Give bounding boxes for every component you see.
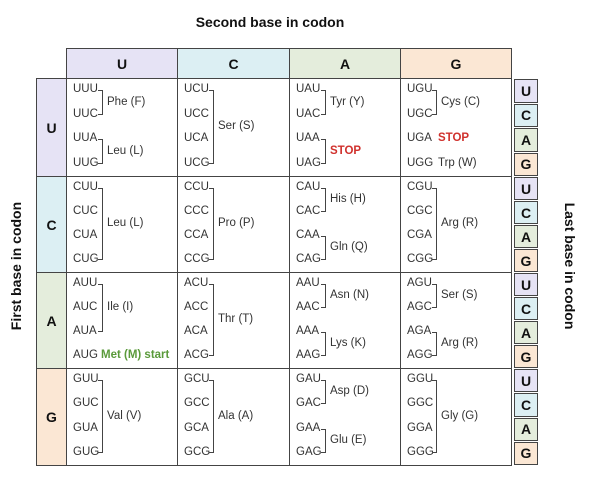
codon-label: UCU <box>184 83 209 96</box>
codon-group-bracket <box>209 380 214 453</box>
codon-label: CCU <box>184 181 209 193</box>
codon-group-bracket <box>432 90 437 115</box>
codon-group-bracket <box>321 332 326 356</box>
codon-label: CUU <box>73 181 98 193</box>
codon-group-bracket <box>209 284 214 356</box>
last-base-header-a: A <box>514 225 538 248</box>
amino-acid-label: Tyr (Y) <box>330 95 365 108</box>
last-base-header-g: G <box>514 249 538 272</box>
codon-label: UGG <box>407 156 434 169</box>
codon-label: GGC <box>407 397 434 410</box>
last-base-header-c: C <box>514 201 538 224</box>
codon-group-bracket <box>432 332 437 356</box>
amino-acid-label: Trp (W) <box>438 156 477 169</box>
last-base-header-c: C <box>514 104 538 128</box>
codon-label: UGC <box>407 107 433 120</box>
codon-label: GCU <box>184 373 210 386</box>
chart-title: Second base in codon <box>195 14 345 30</box>
codon-group-bracket <box>321 188 326 212</box>
last-base-axis-label: Last base in codon <box>562 202 578 330</box>
second-base-header-u: U <box>66 48 178 79</box>
codon-group-bracket <box>432 188 437 260</box>
codon-label: GUU <box>73 373 99 386</box>
codon-label: AGU <box>407 277 432 289</box>
last-base-header-a: A <box>514 128 538 152</box>
codon-label: AAG <box>296 349 321 361</box>
last-base-header-g: G <box>514 442 538 465</box>
codon-label: AUU <box>73 277 98 289</box>
second-base-header-a: A <box>289 48 401 79</box>
codon-label: UAU <box>296 83 321 96</box>
last-base-header-c: C <box>514 297 538 320</box>
codon-label: UGU <box>407 83 433 96</box>
last-base-header-u: U <box>514 369 538 392</box>
codon-label: CCC <box>184 205 209 217</box>
codon-group-bracket <box>321 236 326 260</box>
last-base-header-a: A <box>514 418 538 441</box>
codon-label: GCG <box>184 445 211 458</box>
codon-label: CCA <box>184 229 209 241</box>
amino-acid-label: Gln (Q) <box>330 241 368 253</box>
codon-group-bracket <box>321 139 326 164</box>
last-base-header-g: G <box>514 345 538 368</box>
codon-label: UUG <box>73 156 99 169</box>
last-base-header-a: A <box>514 321 538 344</box>
codon-label: AUA <box>73 325 97 337</box>
codon-label: GGU <box>407 373 434 386</box>
codon-group-bracket <box>98 188 103 260</box>
last-base-header-u: U <box>514 177 538 200</box>
codon-label: CUG <box>73 253 99 265</box>
last-base-header-u: U <box>514 273 538 296</box>
codon-label: CGU <box>407 181 433 193</box>
amino-acid-label: Cys (C) <box>441 95 480 108</box>
amino-acid-label: Gly (G) <box>441 409 479 422</box>
first-base-header-a: A <box>36 272 67 369</box>
codon-group-bracket <box>209 188 214 260</box>
first-base-header-c: C <box>36 176 67 273</box>
amino-acid-label: Ser (S) <box>218 120 255 132</box>
start-codon-label: Met (M) start <box>101 349 170 361</box>
codon-label: UUA <box>73 132 98 145</box>
codon-group-bracket <box>98 139 103 164</box>
codon-group-bracket <box>98 90 103 115</box>
codon-label: UAA <box>296 132 320 145</box>
amino-acid-label: Lys (K) <box>330 337 366 349</box>
codon-label: AGG <box>407 349 433 361</box>
codon-label: GAU <box>296 373 321 386</box>
amino-acid-label: Arg (R) <box>441 217 479 229</box>
codon-label: GAC <box>296 397 321 410</box>
stop-codon-label: STOP <box>438 132 470 145</box>
amino-acid-label: Phe (F) <box>107 95 146 108</box>
codon-label: AGC <box>407 301 432 313</box>
codon-label: UUC <box>73 107 98 120</box>
codon-label: CAA <box>296 229 320 241</box>
codon-label: GUC <box>73 397 99 410</box>
codon-label: AUC <box>73 301 98 313</box>
codon-label: UCA <box>184 132 209 145</box>
first-base-header-g: G <box>36 368 67 466</box>
codon-label: GCA <box>184 421 209 434</box>
codon-label: CCG <box>184 253 210 265</box>
codon-label: ACU <box>184 277 209 289</box>
codon-label: AGA <box>407 325 432 337</box>
codon-label: AAU <box>296 277 320 289</box>
amino-acid-label: Leu (L) <box>107 144 144 157</box>
amino-acid-label: Ser (S) <box>441 289 478 301</box>
codon-label: UCC <box>184 107 209 120</box>
codon-label: UGA <box>407 132 432 145</box>
codon-label: ACG <box>184 349 209 361</box>
codon-group-bracket <box>432 380 437 453</box>
codon-label: GUG <box>73 445 100 458</box>
second-base-header-g: G <box>400 48 512 79</box>
second-base-header-c: C <box>177 48 290 79</box>
codon-label: GAG <box>296 445 322 458</box>
amino-acid-label: Glu (E) <box>330 433 367 446</box>
amino-acid-label: Asp (D) <box>330 385 369 398</box>
codon-group-bracket <box>432 284 437 308</box>
codon-label: ACA <box>184 325 208 337</box>
first-base-axis-label: First base in codon <box>8 201 24 331</box>
codon-group-bracket <box>321 429 326 453</box>
codon-label: UCG <box>184 156 210 169</box>
amino-acid-label: Arg (R) <box>441 337 479 349</box>
codon-label: GUA <box>73 421 98 434</box>
codon-group-bracket <box>321 380 326 404</box>
last-base-header-u: U <box>514 79 538 103</box>
codon-label: UUU <box>73 83 98 96</box>
amino-acid-label: Ile (I) <box>107 301 134 313</box>
codon-label: CAC <box>296 205 321 217</box>
codon-label: CGC <box>407 205 433 217</box>
amino-acid-label: Asn (N) <box>330 289 369 301</box>
last-base-header-c: C <box>514 393 538 416</box>
codon-label: UAG <box>296 156 321 169</box>
codon-label: AUG <box>73 349 98 361</box>
amino-acid-label: Leu (L) <box>107 217 144 229</box>
codon-label: GCC <box>184 397 210 410</box>
codon-label: CUC <box>73 205 98 217</box>
codon-label: CGA <box>407 229 432 241</box>
codon-group-bracket <box>98 284 103 332</box>
codon-label: CAG <box>296 253 321 265</box>
amino-acid-label: His (H) <box>330 193 366 205</box>
codon-group-bracket <box>98 380 103 453</box>
codon-group-bracket <box>209 90 214 164</box>
amino-acid-label: Pro (P) <box>218 217 255 229</box>
codon-label: CAU <box>296 181 321 193</box>
codon-label: GGG <box>407 445 434 458</box>
codon-label: UAC <box>296 107 321 120</box>
codon-label: CGG <box>407 253 434 265</box>
codon-label: AAA <box>296 325 320 337</box>
codon-group-bracket <box>321 90 326 115</box>
codon-label: GAA <box>296 421 321 434</box>
amino-acid-label: Ala (A) <box>218 409 254 422</box>
last-base-header-g: G <box>514 153 538 177</box>
codon-label: AAC <box>296 301 320 313</box>
stop-codon-label: STOP <box>330 144 362 157</box>
first-base-header-u: U <box>36 78 67 177</box>
codon-label: GGA <box>407 421 433 434</box>
amino-acid-label: Val (V) <box>107 409 142 422</box>
codon-group-bracket <box>321 284 326 308</box>
amino-acid-label: Thr (T) <box>218 313 254 325</box>
codon-label: CUA <box>73 229 98 241</box>
codon-label: ACC <box>184 301 209 313</box>
